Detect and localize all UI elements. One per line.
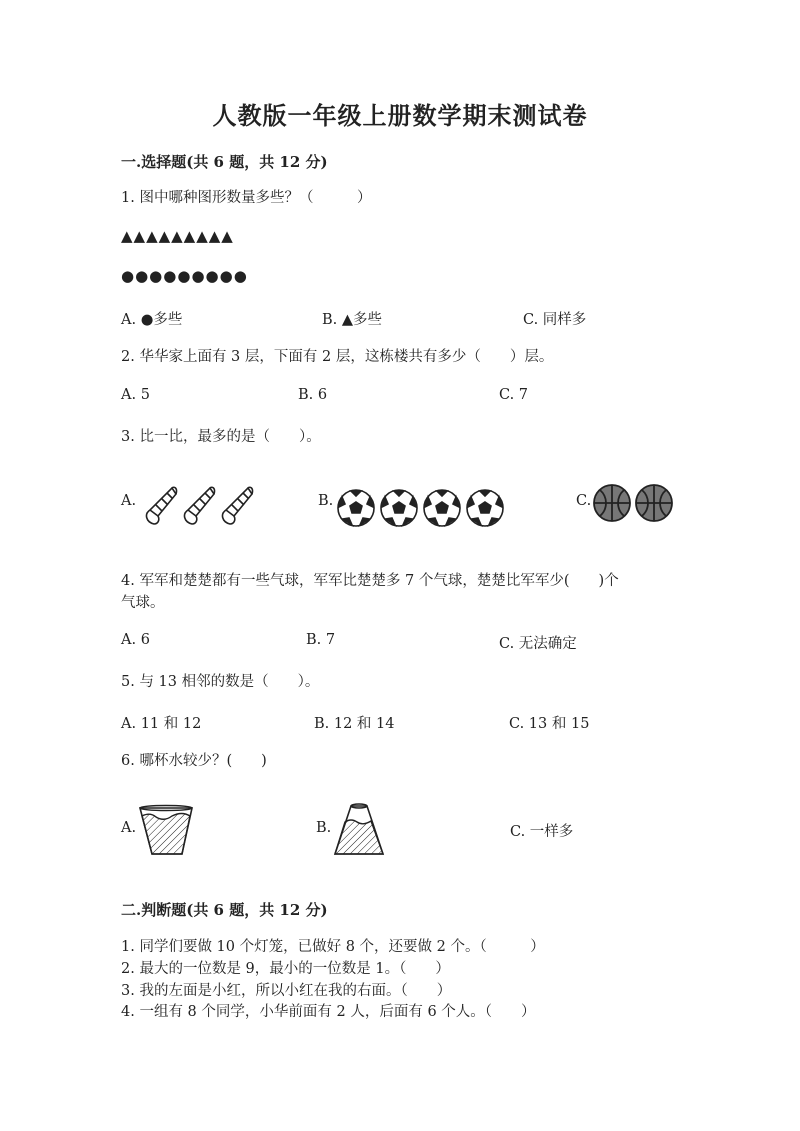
q4-option-c: C. 无法确定	[499, 636, 577, 652]
judgement-item: 2. 最大的一位数是 9，最小的一位数是 1。（ ）	[121, 961, 450, 977]
q5-option-b: B. 12 和 14	[314, 716, 395, 732]
q3-option-a: A.	[121, 493, 137, 509]
question-3: 3. 比一比，最多的是（ ）。	[121, 429, 321, 445]
q5-option-a: A. 11 和 12	[121, 716, 202, 732]
water-cup-narrow-icon	[331, 802, 387, 858]
circle-row: ●●●●●●●●●	[121, 267, 248, 285]
q5-option-c: C. 13 和 15	[509, 716, 590, 732]
question-4-line-2: 气球。	[121, 595, 165, 611]
judgement-item: 4. 一组有 8 个同学，小华前面有 2 人，后面有 6 个人。（ ）	[121, 1004, 536, 1020]
water-cup-wide-icon	[138, 804, 194, 858]
basketball-icon	[592, 483, 676, 523]
q2-option-a: A. 5	[121, 387, 150, 403]
q6-option-a: A.	[121, 820, 137, 836]
q1-option-c: C. 同样多	[523, 312, 587, 328]
question-2: 2. 华华家上面有 3 层，下面有 2 层，这栋楼共有多少（ ）层。	[121, 349, 554, 365]
q6-option-c: C. 一样多	[510, 824, 574, 840]
q2-option-b: B. 6	[298, 387, 328, 403]
question-4-line-1: 4. 军军和楚楚都有一些气球，军军比楚楚多 7 个气球，楚楚比军军少( )个	[121, 573, 619, 589]
q1-option-a: A. ●多些	[121, 312, 183, 328]
soccer-ball-icon	[336, 487, 508, 529]
shuttlecock-icon	[138, 484, 258, 528]
question-6: 6. 哪杯水较少？( )	[121, 753, 267, 769]
q3-option-c: C.	[576, 493, 592, 509]
q4-option-a: A. 6	[121, 632, 150, 648]
q6-option-b: B.	[316, 820, 332, 836]
question-1: 1. 图中哪种图形数量多些？（ ）	[121, 190, 372, 206]
q3-option-b: B.	[318, 493, 334, 509]
page-title: 人教版一年级上册数学期末测试卷	[212, 101, 588, 130]
q2-option-c: C. 7	[499, 387, 529, 403]
triangle-row: ▲▲▲▲▲▲▲▲▲	[121, 227, 234, 245]
section-heading-choice: 一.选择题(共 6 题，共 12 分)	[121, 153, 328, 171]
section-heading-judgement: 二.判断题(共 6 题，共 12 分)	[121, 901, 328, 919]
judgement-item: 3. 我的左面是小红，所以小红在我的右面。（ ）	[121, 983, 452, 999]
judgement-item: 1. 同学们要做 10 个灯笼，已做好 8 个，还要做 2 个。（ ）	[121, 939, 545, 955]
q1-option-b: B. ▲多些	[322, 312, 383, 328]
question-5: 5. 与 13 相邻的数是（ ）。	[121, 674, 320, 690]
q4-option-b: B. 7	[306, 632, 336, 648]
